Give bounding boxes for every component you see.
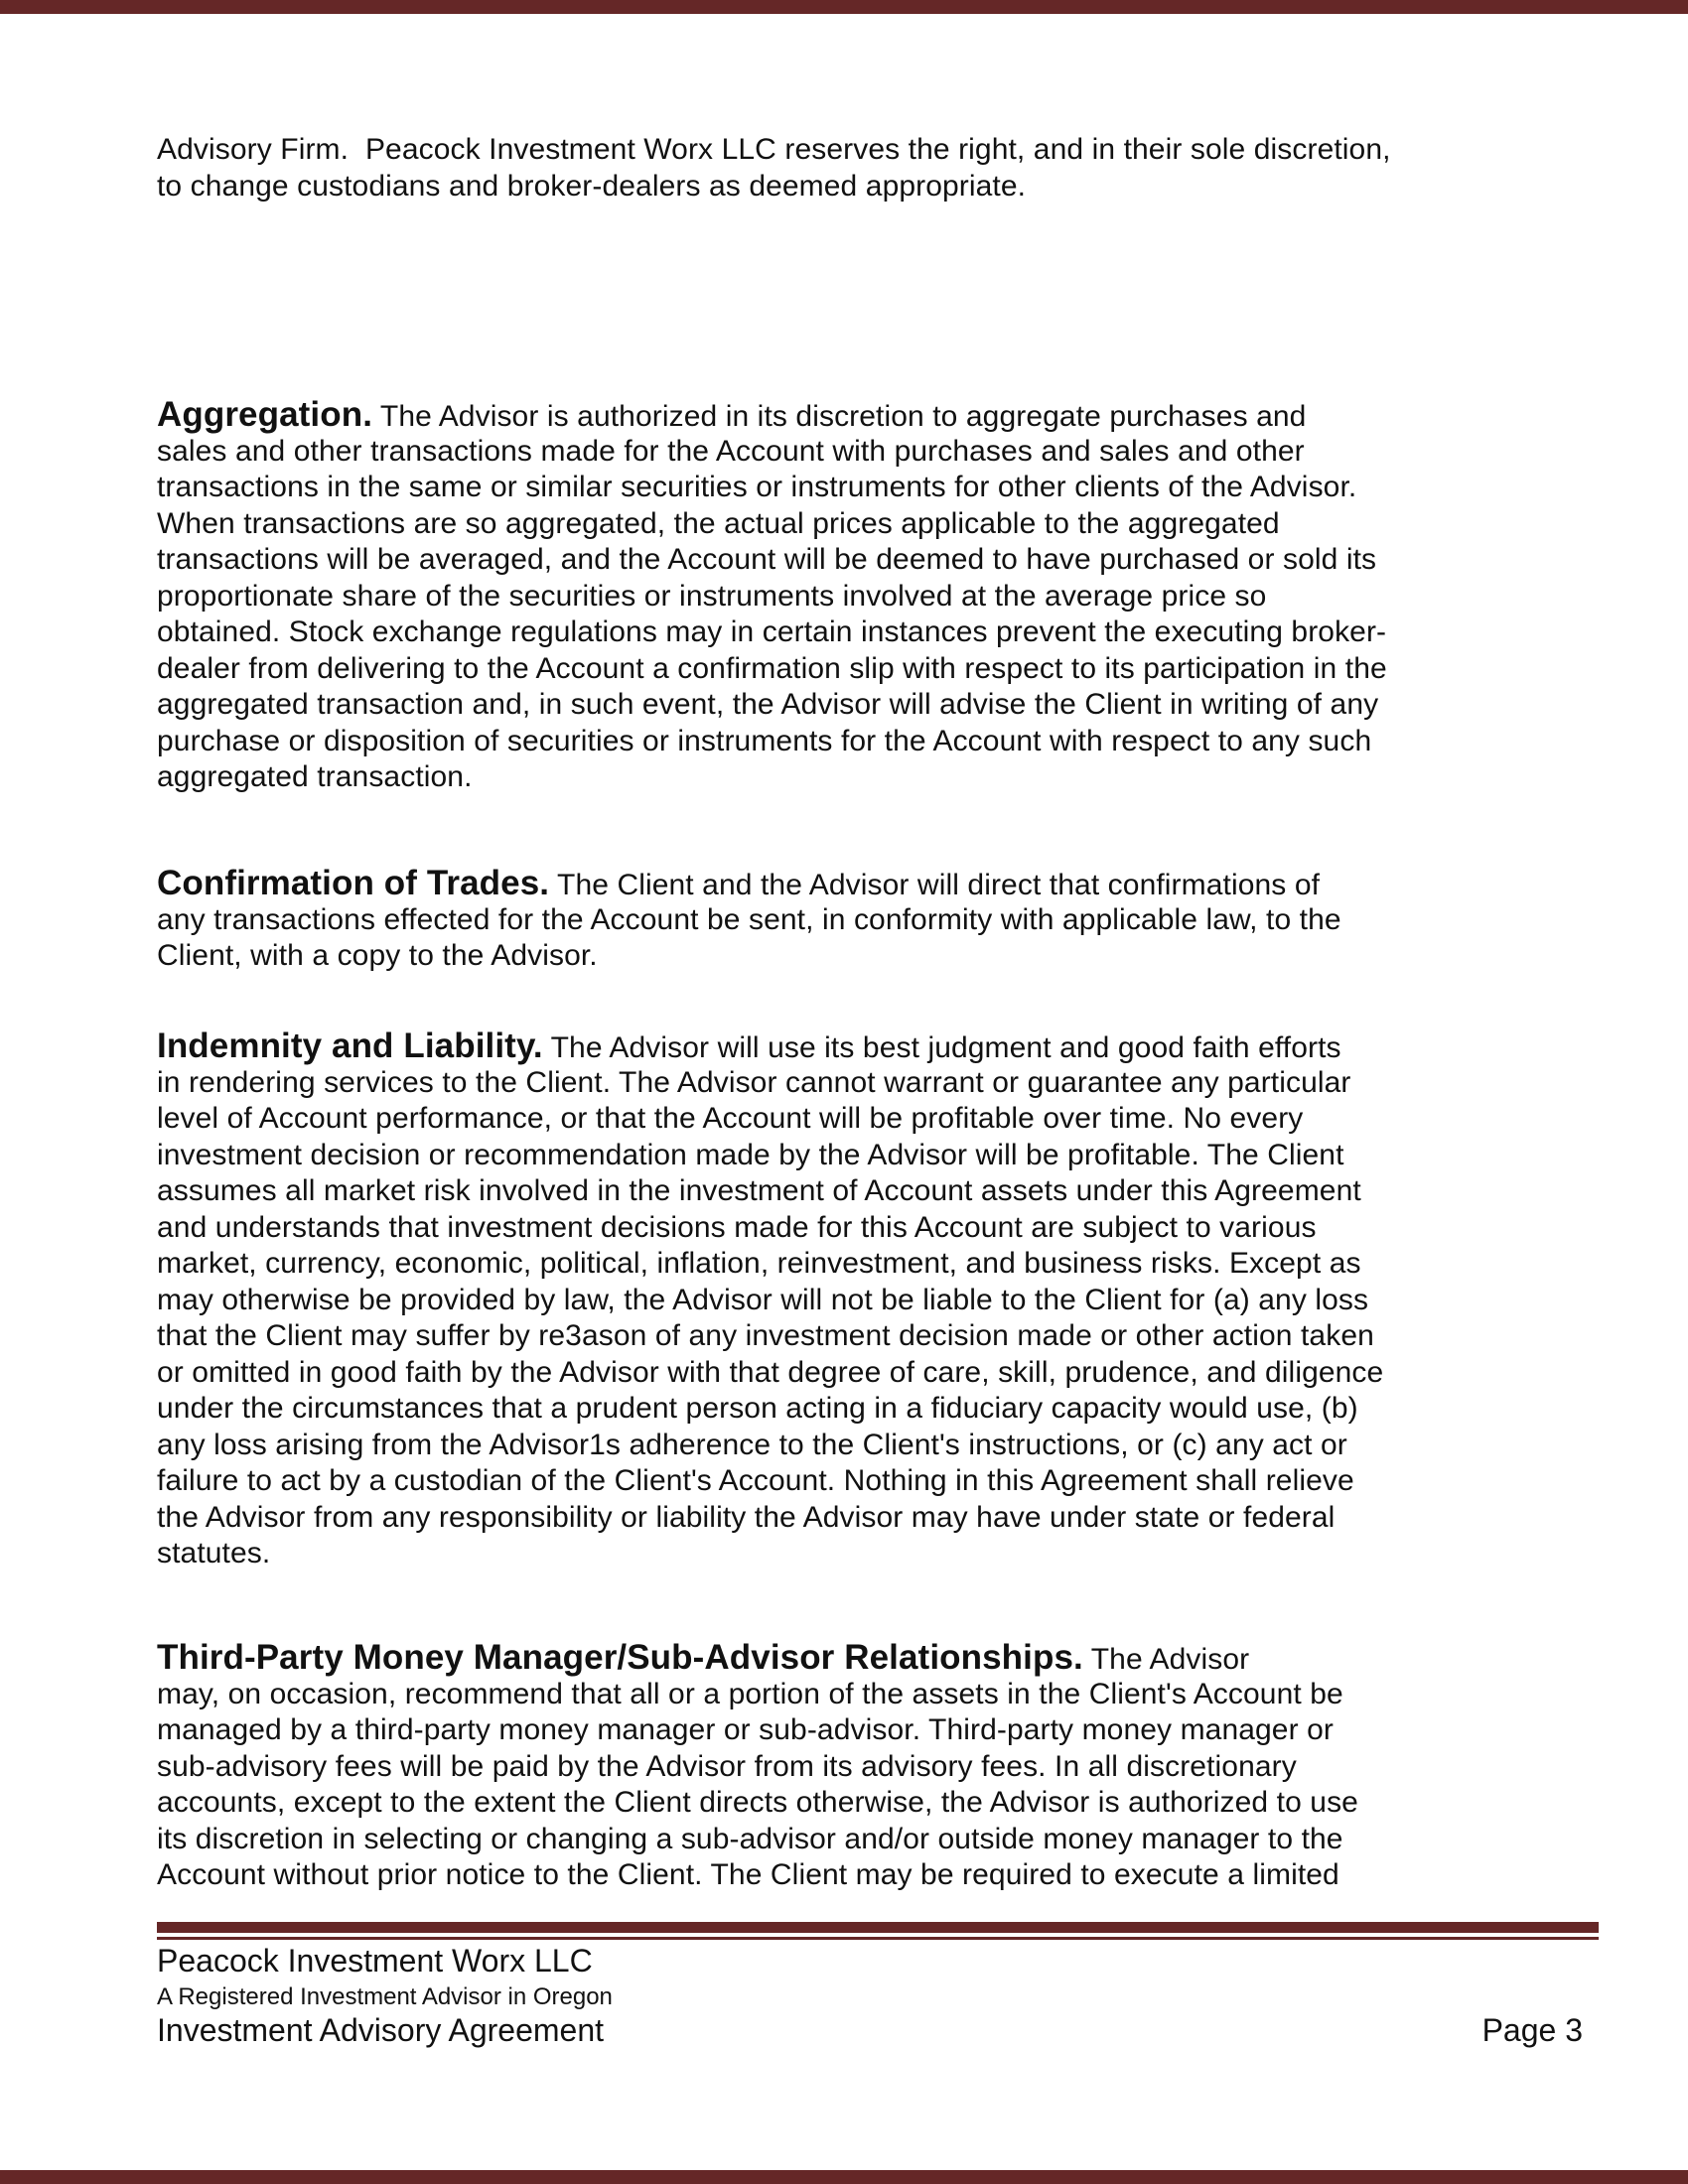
text-line: failure to act by a custodian of the Client's Account. Nothing in this Agreement shall relieve — [157, 1464, 1354, 1497]
text-line: Indemnity and Liability. The Advisor will use its best judgment and good faith efforts — [157, 1026, 1341, 1065]
bottom-border-bar — [0, 2170, 1688, 2184]
text-line: or omitted in good faith by the Advisor with that degree of care, skill, prudence, and diligence — [157, 1355, 1384, 1389]
section-heading: Third-Party Money Manager/Sub-Advisor Relationships. — [157, 1638, 1083, 1677]
text-line: statutes. — [157, 1537, 271, 1570]
text-line: its discretion in selecting or changing a sub-advisor and/or outside money manager to the — [157, 1822, 1343, 1855]
footer-page-number: Page 3 — [1481, 2012, 1583, 2048]
text-line: market, currency, economic, political, inflation, reinvestment, and business risks. Except as — [157, 1247, 1361, 1280]
text-line: transactions in the same or similar securities or instruments for other clients of the Advisor. — [157, 471, 1357, 503]
text-line: investment decision or recommendation made by the Advisor will be profitable. The Client — [157, 1138, 1344, 1171]
text-line: the Advisor from any responsibility or liability the Advisor may have under state or federal — [157, 1500, 1336, 1534]
section-third-party-relationships — [157, 1640, 1587, 1894]
text-line: any loss arising from the Advisor1s adherence to the Client's instructions, or (c) any act or — [157, 1428, 1347, 1461]
text-line: Aggregation. The Advisor is authorized in its discretion to aggregate purchases and — [157, 395, 1307, 434]
footer-tagline: A Registered Investment Advisor in Oregon — [157, 1983, 613, 2010]
text-line: When transactions are so aggregated, the actual prices applicable to the aggregated — [157, 506, 1280, 540]
section-heading: Aggregation. — [157, 395, 373, 434]
footer-company-name: Peacock Investment Worx LLC — [157, 1943, 593, 1979]
section-heading: Confirmation of Trades. — [157, 864, 550, 902]
text-line: Confirmation of Trades. The Client and the Advisor will direct that confirmations of — [157, 864, 1321, 902]
text-line: Account without prior notice to the Client. The Client may be required to execute a limited — [157, 1858, 1339, 1891]
text-line: to change custodians and broker-dealers as deemed appropriate. — [157, 169, 1027, 203]
footer-rule-thin — [157, 1937, 1599, 1940]
section-aggregation — [157, 397, 1587, 796]
text-line: and understands that investment decisions made for this Account are subject to various — [157, 1210, 1317, 1244]
section-heading: Indemnity and Liability. — [157, 1026, 543, 1065]
text-line: assumes all market risk involved in the investment of Account assets under this Agreement — [157, 1174, 1361, 1207]
text-line: Client, with a copy to the Advisor. — [157, 939, 598, 972]
text-line: may otherwise be provided by law, the Advisor will not be liable to the Client for (a) any loss — [157, 1283, 1369, 1316]
text-line: aggregated transaction. — [157, 760, 473, 793]
top-border-bar — [0, 0, 1688, 14]
text-line: Third-Party Money Manager/Sub-Advisor Relationships. The Advisor — [157, 1638, 1250, 1677]
text-line: any transactions effected for the Account be sent, in conformity with applicable law, to the — [157, 902, 1341, 936]
text-line: transactions will be averaged, and the Account will be deemed to have purchased or sold its — [157, 543, 1377, 576]
text-line: accounts, except to the extent the Client directs otherwise, the Advisor is authorized to use — [157, 1786, 1358, 1819]
text-line: purchase or disposition of securities or instruments for the Account with respect to any such — [157, 724, 1372, 757]
text-line: proportionate share of the securities or instruments involved at the average price so — [157, 579, 1267, 613]
text-line: managed by a third-party money manager or sub-advisor. Third-party money manager or — [157, 1713, 1334, 1746]
text-line: level of Account performance, or that the Account will be profitable over time. No every — [157, 1102, 1304, 1135]
footer-rule-thick — [157, 1922, 1599, 1933]
text-line: aggregated transaction and, in such event, the Advisor will advise the Client in writing of any — [157, 688, 1379, 721]
section-confirmation-of-trades — [157, 866, 1587, 975]
text-line: sales and other transactions made for the Account with purchases and sales and other — [157, 434, 1305, 468]
section-indemnity-and-liability — [157, 1028, 1587, 1572]
text-line: may, on occasion, recommend that all or a portion of the assets in the Client's Account be — [157, 1677, 1343, 1710]
footer-document-title: Investment Advisory Agreement — [157, 2012, 604, 2048]
text-line: dealer from delivering to the Account a confirmation slip with respect to its participation in the — [157, 651, 1387, 685]
intro-paragraph — [157, 132, 1587, 205]
text-line: Advisory Firm. Peacock Investment Worx LLC reserves the right, and in their sole discretion, — [157, 133, 1391, 166]
footer-row — [157, 2011, 1583, 2049]
text-line: that the Client may suffer by re3ason of any investment decision made or other action taken — [157, 1319, 1374, 1352]
text-line: obtained. Stock exchange regulations may in certain instances prevent the executing broker- — [157, 615, 1387, 648]
text-line: under the circumstances that a prudent person acting in a fiduciary capacity would use, (b) — [157, 1392, 1358, 1425]
text-line: sub-advisory fees will be paid by the Advisor from its advisory fees. In all discretionary — [157, 1749, 1297, 1783]
text-line: in rendering services to the Client. The Advisor cannot warrant or guarantee any particular — [157, 1065, 1351, 1099]
